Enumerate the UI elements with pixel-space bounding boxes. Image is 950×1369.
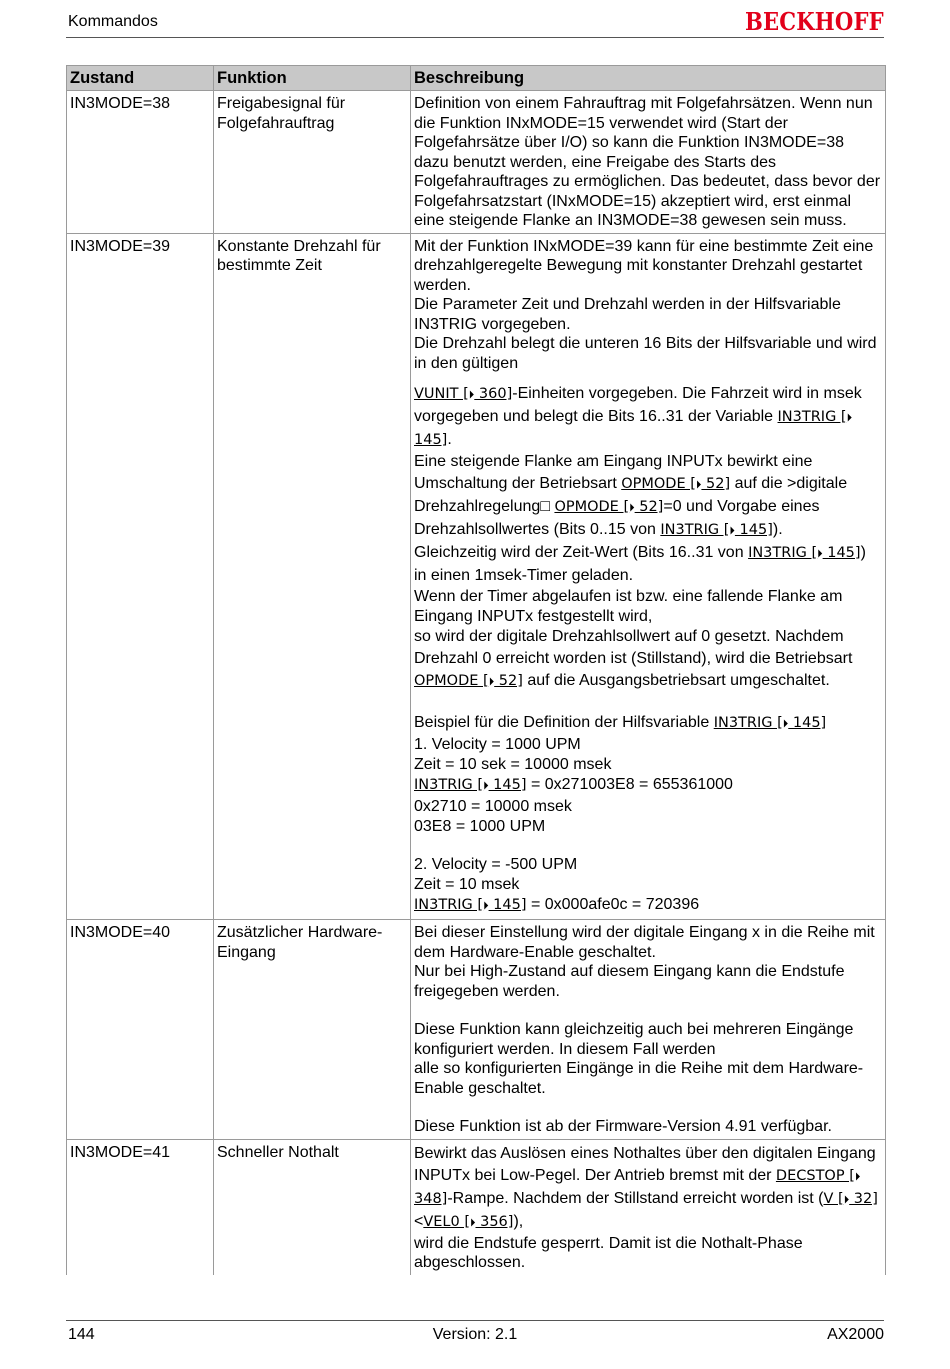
page-header-title: Kommandos [68, 13, 158, 30]
paragraph [414, 451, 882, 542]
link-page: 145] [488, 897, 527, 913]
link-arrow-icon: ⏵ [483, 899, 489, 912]
text: < [414, 1212, 424, 1230]
link-text: IN3TRIG [ [414, 777, 484, 793]
link-arrow-icon: ⏵ [843, 1192, 850, 1206]
paragraph [414, 1143, 882, 1234]
link-text: VEL0 [ [423, 1213, 470, 1230]
paragraph: Die Drehzahl belegt die unteren 16 Bits der Hilfsvariable und wird in den gültigen [414, 335, 877, 372]
state-cell: IN3MODE=39 [67, 233, 214, 920]
paragraph [414, 626, 882, 693]
link-text: VUNIT [ [414, 386, 469, 402]
link-vel0[interactable] [423, 1214, 513, 1230]
link-text: OPMODE [ [414, 673, 489, 689]
paragraph: wird die Endstufe gesperrt. Damit ist die Nothalt-Phase abgeschlossen. [414, 1234, 803, 1271]
beckhoff-logo: BECKHOFF [745, 7, 884, 36]
text: Gleichzeitig wird der Zeit-Wert (Bits 16..31 von [414, 544, 744, 561]
example-line: 03E8 = 1000 UPM [414, 817, 546, 835]
text: so wird der digitale Drehzahlsollwert auf 0 gesetzt. Nachdem Drehzahl 0 erreicht worden ist (Stillstand), wird die Betriebsart [414, 628, 853, 667]
link-arrow-icon: ⏵ [817, 547, 823, 560]
link-in3trig[interactable] [414, 897, 527, 913]
description-cell [411, 920, 886, 1140]
function-cell: Schneller Nothalt [214, 1139, 411, 1275]
link-text: V [ [823, 1190, 844, 1207]
paragraph: Bei dieser Einstellung wird der digitale Eingang x in die Reihe mit dem Hardware-Enable geschaltet. [414, 924, 875, 961]
product-name: AX2000 [827, 1326, 884, 1343]
state-cell: IN3MODE=40 [67, 920, 214, 1140]
link-text: IN3TRIG [ [660, 522, 730, 538]
table-row [67, 91, 886, 234]
link-page: 145] [414, 432, 448, 448]
link-text: IN3TRIG [ [777, 409, 847, 425]
link-arrow-icon: ⏵ [483, 779, 489, 792]
function-cell: Freigabesignal für Folgefahrauftrag [214, 91, 411, 234]
link-page: 360] [474, 386, 513, 402]
link-in3trig[interactable] [748, 545, 861, 561]
link-page: 356] [475, 1213, 514, 1230]
column-header-zustand: Zustand [67, 66, 214, 91]
link-text: DECSTOP [ [775, 1167, 855, 1184]
link-vunit[interactable] [414, 386, 512, 402]
function-cell: Konstante Drehzahl für bestimmte Zeit [214, 233, 411, 920]
text: -Einheiten vorgegeben. Die Fahrzeit wird in msek vorgegeben und belegt die Bits 16..31 der Variable [414, 385, 862, 425]
link-opmode[interactable] [554, 499, 663, 515]
paragraph [414, 542, 882, 587]
link-in3trig[interactable] [714, 715, 827, 731]
paragraph: Mit der Funktion INxMODE=39 kann für eine bestimmte Zeit eine drehzahlgeregelte Bewegung mit konstanter Drehzahl gestartet werden. [414, 237, 874, 294]
link-arrow-icon: ⏵ [854, 1169, 861, 1183]
text: Eine steigende Flanke am Eingang INPUTx bewirkt eine Umschaltung der Betriebsart [414, 453, 813, 492]
text: ), [513, 1212, 524, 1230]
example-line: Zeit = 10 sek = 10000 msek [414, 755, 612, 773]
column-header-beschreibung: Beschreibung [411, 66, 886, 91]
link-page: 52] [701, 476, 731, 492]
paragraph: Diese Funktion ist ab der Firmware-Version 4.91 verfügbar. [414, 1118, 832, 1135]
table-row [67, 233, 886, 920]
link-opmode[interactable] [621, 476, 730, 492]
paragraph: Nur bei High-Zustand auf diesem Eingang kann die Endstufe freigegeben werden. [414, 963, 845, 1000]
link-arrow-icon: ⏵ [470, 1215, 476, 1229]
table-header-row [67, 66, 886, 91]
link-text: IN3TRIG [ [748, 545, 818, 561]
missing-glyph-box: □ [540, 498, 550, 515]
text: Beispiel für die Definition der Hilfsvariable [414, 714, 710, 731]
header-rule [66, 37, 884, 38]
text: ). [772, 521, 783, 538]
version-label: Version: 2.1 [432, 1326, 518, 1343]
link-arrow-icon: ⏵ [695, 478, 702, 491]
paragraph: Die Parameter Zeit und Drehzahl werden in der Hilfsvariable IN3TRIG vorgegeben. [414, 296, 841, 333]
link-page: 145] [734, 522, 773, 538]
text: Bewirkt das Auslösen eines Nothaltes über den digitalen Eingang INPUTx bei Low-Pegel. Der Antrieb bremst mit der [414, 1144, 876, 1184]
text: =0 und Vorgabe eines Drehzahlsollwertes (Bits 0..15 von [414, 498, 820, 538]
link-arrow-icon: ⏵ [729, 524, 735, 537]
example-line [414, 774, 882, 797]
text: = 0x000afe0c = 720396 [526, 896, 700, 913]
link-v[interactable] [824, 1191, 878, 1207]
description-cell: Definition von einem Fahrauftrag mit Folgefahrsätzen. Wenn nun die Funktion INxMODE=15 verwendet wird (Start der Folgefahrsätze über I/O) so kann die Funktion IN3MODE=38 dazu benutzt werden, eine Freigabe des Starts des Folgefahrauftrages zu ermöglichen. Das bedeutet, dass bevor der Folgefahrsatzstart (INxMODE=15) akzeptiert wird, erst einmal eine steigende Flanke an IN3MODE=38 gewesen sein muss. [411, 91, 886, 234]
table-row [67, 1139, 886, 1275]
footer-rule [66, 1320, 884, 1321]
state-cell: IN3MODE=38 [67, 91, 214, 234]
description-cell [411, 1139, 886, 1275]
text: auf die Ausgangsbetriebsart umgeschaltet. [522, 672, 830, 689]
link-text: IN3TRIG [ [414, 897, 484, 913]
paragraph [414, 712, 882, 735]
link-arrow-icon: ⏵ [488, 675, 495, 688]
state-cell: IN3MODE=41 [67, 1139, 214, 1275]
link-arrow-icon: ⏵ [468, 388, 475, 401]
table-row [67, 920, 886, 1140]
text: -Rampe. Nachdem der Stillstand erreicht worden ist ( [447, 1189, 824, 1207]
column-header-funktion: Funktion [214, 66, 411, 91]
page-number: 144 [68, 1326, 95, 1343]
description-cell [411, 233, 886, 920]
link-text: OPMODE [ [621, 476, 696, 492]
example-line: 1. Velocity = 1000 UPM [414, 736, 581, 753]
example-line: 2. Velocity = -500 UPM [414, 856, 578, 873]
paragraph: alle so konfigurierten Eingänge in die Reihe mit dem Hardware-Enable geschaltet. [414, 1060, 864, 1097]
text: auf die >digitale Drehzahlregelung [414, 475, 848, 515]
function-cell: Zusätzlicher Hardware-Eingang [214, 920, 411, 1140]
link-text: OPMODE [ [554, 499, 630, 515]
text: = 0x271003E8 = 655361000 [526, 776, 733, 793]
link-arrow-icon: ⏵ [782, 717, 789, 730]
link-text: IN3TRIG [ [713, 715, 783, 731]
link-page: 348] [414, 1190, 448, 1207]
link-opmode[interactable] [414, 673, 523, 689]
link-page: 52] [634, 499, 664, 515]
example-line [414, 894, 882, 917]
example-line: Zeit = 10 msek [414, 875, 520, 893]
link-page: 32] [849, 1190, 878, 1207]
link-page: 145] [822, 545, 861, 561]
paragraph [414, 383, 882, 451]
link-page: 52] [494, 673, 523, 689]
link-in3trig[interactable] [414, 777, 527, 793]
text: ) in einen 1msek-Timer geladen. [414, 544, 866, 584]
example-line: 0x2710 = 10000 msek [414, 798, 572, 815]
link-arrow-icon: ⏵ [846, 411, 853, 424]
link-page: 145] [488, 777, 527, 793]
link-page: 145] [788, 715, 827, 731]
link-in3trig[interactable] [660, 522, 773, 538]
paragraph: Wenn der Timer abgelaufen ist bzw. eine fallende Flanke am Eingang INPUTx festgestellt wird, [414, 588, 843, 625]
command-table [66, 65, 886, 1275]
link-arrow-icon: ⏵ [629, 501, 635, 514]
paragraph: Diese Funktion kann gleichzeitig auch bei mehreren Eingänge konfiguriert werden. In diesem Fall werden [414, 1021, 854, 1058]
text: . [447, 431, 452, 448]
